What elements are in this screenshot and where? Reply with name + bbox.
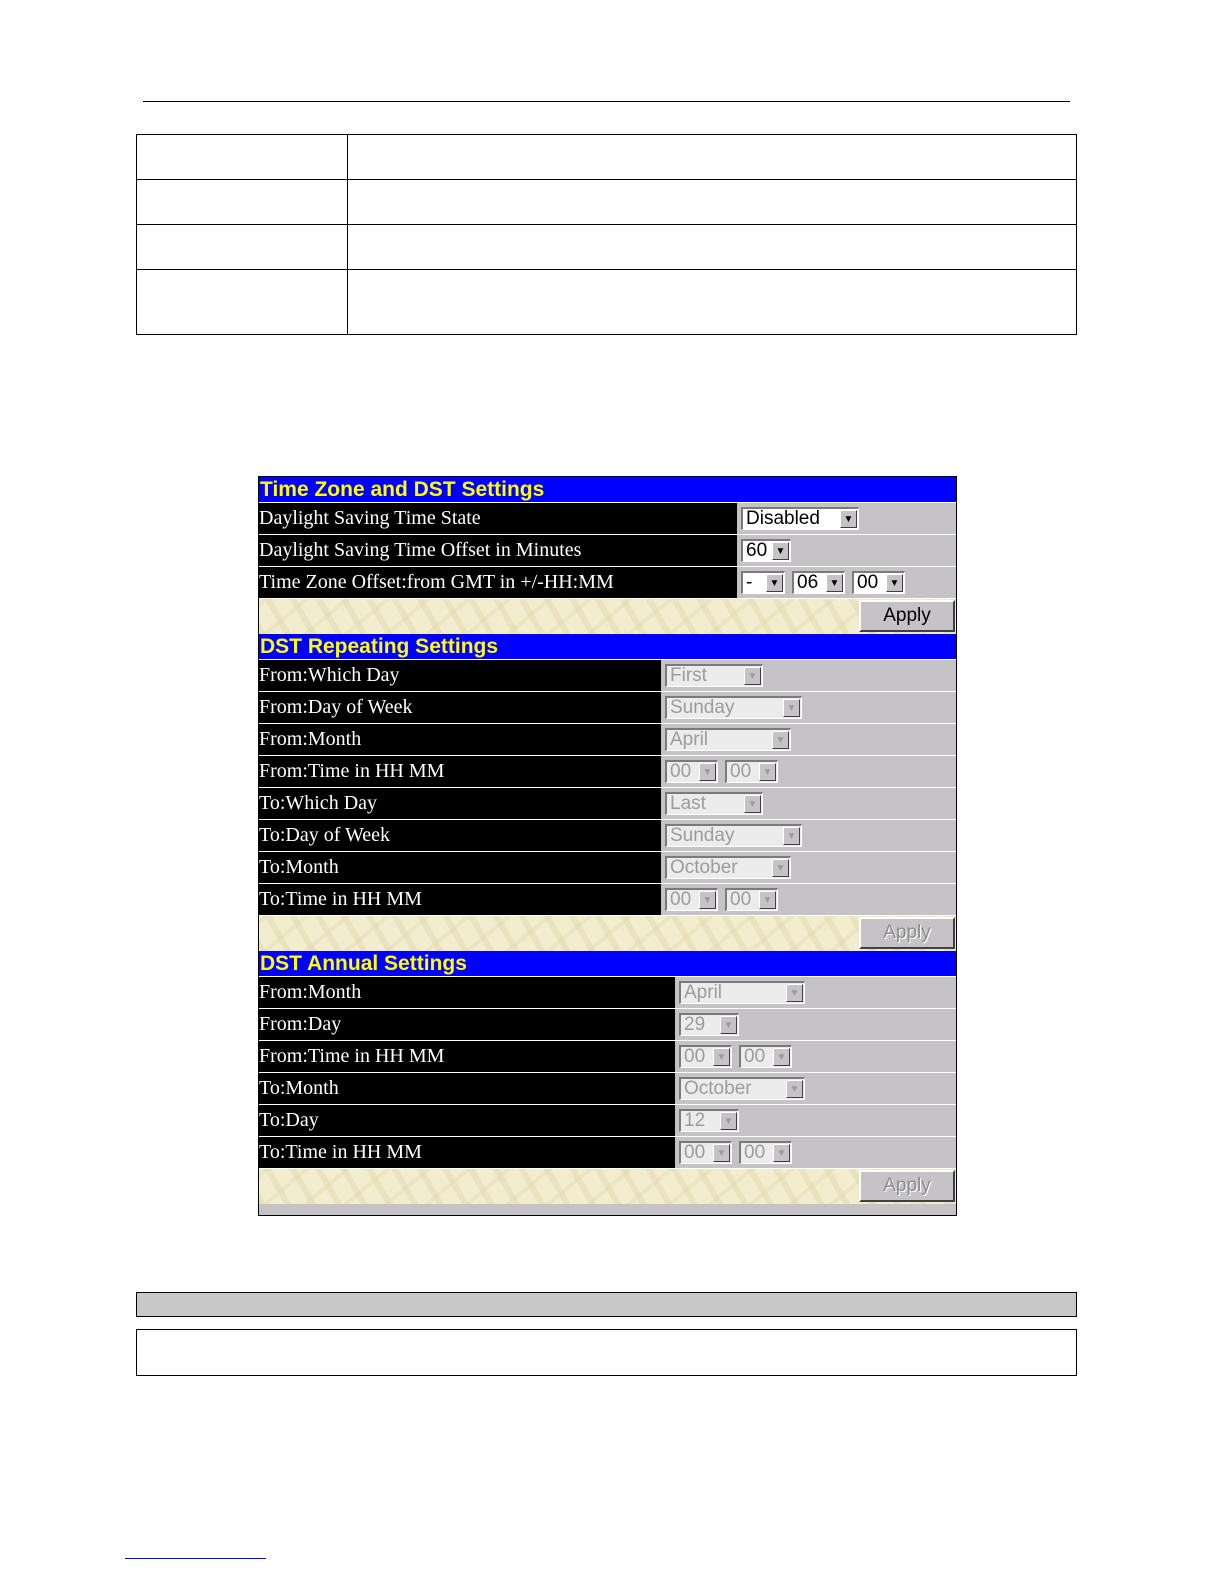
chevron-down-icon: ▼ [772,542,789,560]
chevron-down-icon: ▼ [826,574,843,592]
repeat-from-month-row [259,723,956,755]
chevron-down-icon: ▼ [772,859,789,877]
header-rule [143,101,1070,102]
annual-from-month-row [259,976,956,1008]
apply-timezone-button[interactable]: Apply [859,600,955,632]
annual-to-minute-select[interactable]: 00 ▼ [739,1141,792,1164]
table-cell [137,225,348,270]
field-label: From:Which Day [259,660,661,691]
field-label: Time Zone Offset:from GMT in +/-HH:MM [259,567,737,598]
chevron-down-icon: ▼ [713,1144,730,1162]
chevron-down-icon: ▼ [772,731,789,749]
annual-from-time-row [259,1040,956,1072]
apply-annual-button[interactable]: Apply [859,1170,955,1202]
table-row [137,135,1077,180]
chevron-down-icon: ▼ [773,1048,790,1066]
gmt-offset-row [259,566,956,598]
repeat-from-which-day-row [259,659,956,691]
chevron-down-icon: ▼ [786,1080,803,1098]
annual-to-month-select[interactable]: October ▼ [679,1077,805,1100]
table-header-bar [136,1292,1077,1317]
apply-row [259,1168,956,1204]
repeat-to-day-of-week-select[interactable]: Sunday ▼ [665,824,802,847]
table-cell [137,270,348,335]
annual-to-time-row [259,1136,956,1168]
field-label: From:Day [259,1009,675,1040]
field-label: From:Time in HH MM [259,756,661,787]
table-cell [137,180,348,225]
chevron-down-icon: ▼ [886,574,903,592]
annual-from-minute-select[interactable]: 00 ▼ [739,1045,792,1068]
repeat-to-which-day-row [259,787,956,819]
section-title-repeating: DST Repeating Settings [259,634,956,659]
chevron-down-icon: ▼ [759,891,776,909]
field-label: To:Day of Week [259,820,661,851]
field-label: From:Day of Week [259,692,661,723]
dst-offset-select[interactable]: 60 ▼ [741,539,791,562]
repeat-from-day-of-week-select[interactable]: Sunday ▼ [665,696,802,719]
field-label: From:Time in HH MM [259,1041,675,1072]
chevron-down-icon: ▼ [786,984,803,1002]
field-label: To:Which Day [259,788,661,819]
table-cell [348,135,1077,180]
chevron-down-icon: ▼ [744,667,761,685]
chevron-down-icon: ▼ [699,891,716,909]
gmt-hours-select[interactable]: 06 ▼ [792,571,845,594]
dst-state-select[interactable]: Disabled ▼ [741,507,859,530]
repeat-to-which-day-select[interactable]: Last ▼ [665,792,763,815]
field-label: To:Day [259,1105,675,1136]
annual-from-day-select[interactable]: 29 ▼ [679,1013,739,1036]
table-body-box [136,1329,1077,1376]
repeat-from-hour-select[interactable]: 00 ▼ [665,760,718,783]
field-label: To:Time in HH MM [259,1137,675,1168]
table-row [137,225,1077,270]
chevron-down-icon: ▼ [699,763,716,781]
repeat-to-time-row [259,883,956,915]
field-label: Daylight Saving Time State [259,503,737,534]
field-label: To:Time in HH MM [259,884,661,915]
chevron-down-icon: ▼ [759,763,776,781]
field-label: From:Month [259,724,661,755]
field-label: To:Month [259,852,661,883]
field-label: Daylight Saving Time Offset in Minutes [259,535,737,566]
annual-to-hour-select[interactable]: 00 ▼ [679,1141,732,1164]
chevron-down-icon: ▼ [766,574,783,592]
repeat-from-which-day-select[interactable]: First ▼ [665,664,763,687]
annual-from-day-row [259,1008,956,1040]
repeat-from-time-row [259,755,956,787]
table-cell [348,225,1077,270]
chevron-down-icon: ▼ [720,1112,737,1130]
apply-repeating-button[interactable]: Apply [859,917,955,949]
table-row [137,270,1077,335]
footer-link-underline [125,1558,266,1559]
table-cell [137,135,348,180]
gmt-minutes-select[interactable]: 00 ▼ [852,571,905,594]
dst-state-row [259,502,956,534]
chevron-down-icon: ▼ [783,827,800,845]
table-cell [348,270,1077,335]
section-title-annual: DST Annual Settings [259,951,956,976]
repeat-to-month-select[interactable]: October ▼ [665,856,791,879]
gmt-sign-select[interactable]: - ▼ [741,571,785,594]
annual-from-month-select[interactable]: April ▼ [679,981,805,1004]
annual-to-month-row [259,1072,956,1104]
annual-from-hour-select[interactable]: 00 ▼ [679,1045,732,1068]
dst-offset-row [259,534,956,566]
annual-to-day-row [259,1104,956,1136]
apply-row [259,598,956,634]
chevron-down-icon: ▼ [840,510,857,528]
section-title-timezone: Time Zone and DST Settings [259,477,956,502]
repeat-from-day-of-week-row [259,691,956,723]
description-table [136,134,1077,335]
field-label: To:Month [259,1073,675,1104]
chevron-down-icon: ▼ [773,1144,790,1162]
chevron-down-icon: ▼ [744,795,761,813]
chevron-down-icon: ▼ [783,699,800,717]
field-label: From:Month [259,977,675,1008]
annual-to-day-select[interactable]: 12 ▼ [679,1109,739,1132]
repeat-to-day-of-week-row [259,819,956,851]
repeat-from-minute-select[interactable]: 00 ▼ [725,760,778,783]
time-zone-dst-panel [258,476,957,1216]
repeat-to-minute-select[interactable]: 00 ▼ [725,888,778,911]
chevron-down-icon: ▼ [720,1016,737,1034]
repeat-to-month-row [259,851,956,883]
repeat-to-hour-select[interactable]: 00 ▼ [665,888,718,911]
apply-row [259,915,956,951]
table-row [137,180,1077,225]
repeat-from-month-select[interactable]: April ▼ [665,728,791,751]
table-cell [348,180,1077,225]
chevron-down-icon: ▼ [713,1048,730,1066]
